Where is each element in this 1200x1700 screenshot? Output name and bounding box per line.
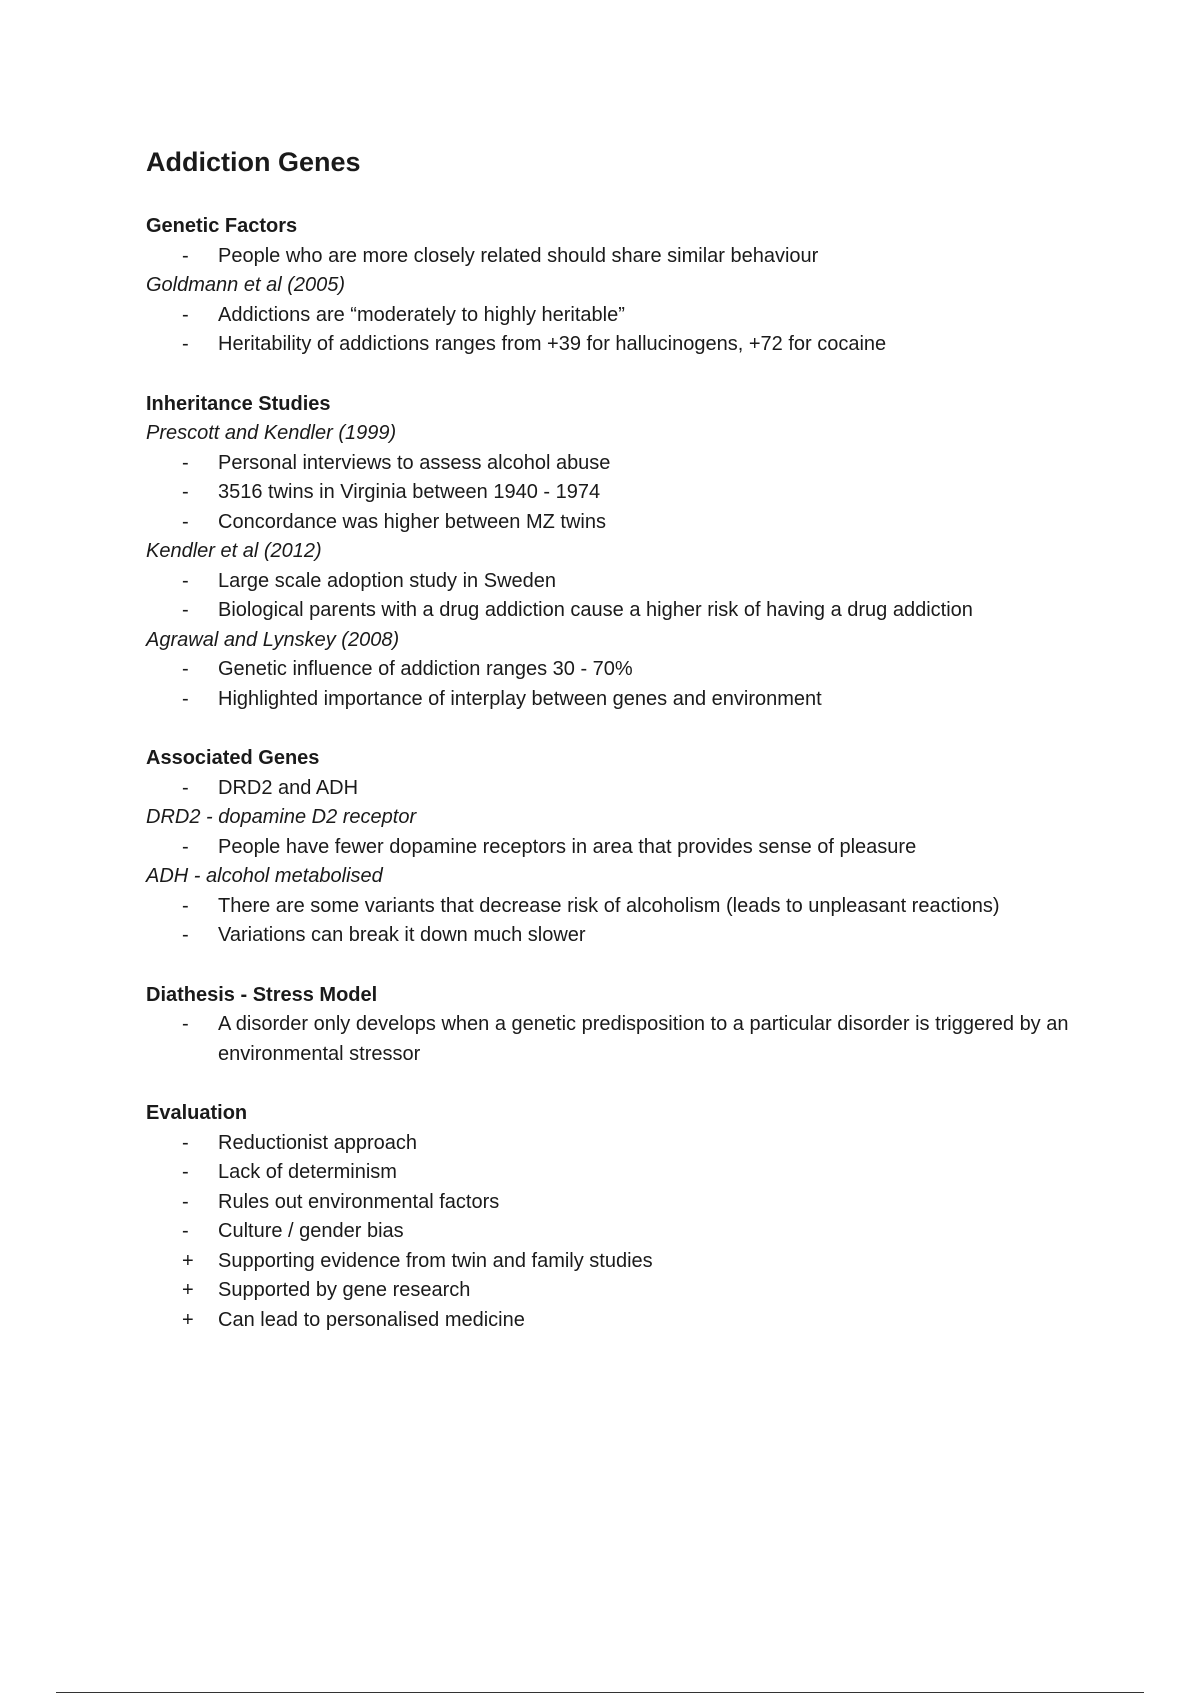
list-item-text: Addictions are “moderately to highly heritable” bbox=[218, 303, 625, 326]
list-item-text: People who are more closely related should share similar behaviour bbox=[218, 244, 819, 267]
study-citation: ADH - alcohol metabolised bbox=[146, 865, 383, 887]
list-item-text: Reductionist approach bbox=[218, 1131, 418, 1154]
list-item bbox=[146, 1306, 1106, 1336]
section-heading: Associated Genes bbox=[146, 747, 320, 769]
section-heading: Genetic Factors bbox=[146, 215, 298, 237]
document-title: Addiction Genes bbox=[146, 147, 361, 177]
section-heading: Inheritance Studies bbox=[146, 392, 331, 415]
footer-divider bbox=[56, 1692, 1144, 1693]
list-item-text: Can lead to personalised medicine bbox=[218, 1308, 525, 1331]
list-item bbox=[146, 833, 1106, 863]
list-item-text: Lack of determinism bbox=[218, 1161, 397, 1183]
list-item bbox=[146, 1129, 1106, 1159]
document-body bbox=[146, 212, 1106, 1335]
list-item-text: People have fewer dopamine receptors in area that provides sense of pleasure bbox=[218, 835, 917, 858]
list-item bbox=[146, 892, 1106, 922]
section-heading: Evaluation bbox=[146, 1102, 248, 1124]
list-item bbox=[146, 301, 1106, 331]
study-citation: Goldmann et al (2005) bbox=[146, 274, 346, 296]
section bbox=[146, 390, 1106, 715]
list-item bbox=[146, 478, 1106, 508]
list-item-text: Variations can break it down much slower bbox=[218, 924, 586, 946]
study-citation: Prescott and Kendler (1999) bbox=[146, 422, 397, 444]
list-item bbox=[146, 1276, 1106, 1306]
dash-bullet-icon: - bbox=[182, 510, 189, 533]
study-citation: Agrawal and Lynskey (2008) bbox=[146, 628, 400, 651]
list-item-text: Culture / gender bias bbox=[218, 1220, 404, 1242]
dash-bullet-icon: - bbox=[182, 1013, 189, 1035]
dash-bullet-icon: - bbox=[182, 835, 189, 858]
section-heading: Diathesis - Stress Model bbox=[146, 983, 378, 1006]
list-item-text: Biological parents with a drug addiction cause a higher risk of having a drug addiction bbox=[218, 599, 973, 621]
list-item-text: A disorder only develops when a genetic predisposition to a particular disorder is triggered by an environmental stressor bbox=[218, 1013, 1069, 1065]
list-item-text: There are some variants that decrease risk of alcoholism (leads to unpleasant reactions) bbox=[218, 894, 1000, 917]
dash-bullet-icon: - bbox=[182, 1220, 189, 1242]
list-item-text: DRD2 and ADH bbox=[218, 776, 359, 799]
dash-bullet-icon: - bbox=[182, 1131, 189, 1154]
list-item bbox=[146, 921, 1106, 951]
plus-bullet-icon: + bbox=[182, 1308, 194, 1331]
dash-bullet-icon: - bbox=[182, 1161, 189, 1183]
list-item bbox=[146, 508, 1106, 538]
dash-bullet-icon: - bbox=[182, 687, 189, 710]
section bbox=[146, 981, 1106, 1070]
list-item bbox=[146, 449, 1106, 479]
list-item bbox=[146, 1217, 1106, 1247]
document-page bbox=[146, 142, 1106, 1335]
dash-bullet-icon: - bbox=[182, 599, 189, 621]
list-item bbox=[146, 1158, 1106, 1188]
list-item bbox=[146, 774, 1106, 804]
list-item-text: Personal interviews to assess alcohol abuse bbox=[218, 451, 611, 474]
list-item-text: Genetic influence of addiction ranges 30 - 70% bbox=[218, 658, 633, 680]
dash-bullet-icon: - bbox=[182, 1190, 189, 1213]
list-item bbox=[146, 655, 1106, 685]
list-item-text: Highlighted importance of interplay between genes and environment bbox=[218, 687, 822, 710]
list-item-text: 3516 twins in Virginia between 1940 - 1974 bbox=[218, 481, 601, 503]
dash-bullet-icon: - bbox=[182, 244, 189, 267]
list-item bbox=[146, 685, 1106, 715]
list-item bbox=[146, 567, 1106, 597]
list-item bbox=[146, 330, 1106, 360]
list-item-text: Rules out environmental factors bbox=[218, 1190, 500, 1213]
list-item bbox=[146, 242, 1106, 272]
dash-bullet-icon: - bbox=[182, 303, 189, 326]
section bbox=[146, 744, 1106, 951]
study-citation: Kendler et al (2012) bbox=[146, 540, 322, 562]
list-item bbox=[146, 1188, 1106, 1218]
list-item-text: Supporting evidence from twin and family studies bbox=[218, 1249, 653, 1272]
list-item bbox=[146, 1010, 1106, 1069]
dash-bullet-icon: - bbox=[182, 481, 189, 503]
plus-bullet-icon: + bbox=[182, 1249, 194, 1272]
dash-bullet-icon: - bbox=[182, 658, 189, 680]
dash-bullet-icon: - bbox=[182, 569, 189, 592]
section bbox=[146, 212, 1106, 360]
list-item-text: Large scale adoption study in Sweden bbox=[218, 569, 557, 592]
study-citation: DRD2 - dopamine D2 receptor bbox=[146, 806, 417, 828]
plus-bullet-icon: + bbox=[182, 1279, 194, 1301]
section bbox=[146, 1099, 1106, 1335]
list-item-text: Heritability of addictions ranges from +39 for hallucinogens, +72 for cocaine bbox=[218, 333, 887, 355]
dash-bullet-icon: - bbox=[182, 333, 189, 355]
list-item-text: Supported by gene research bbox=[218, 1279, 471, 1301]
dash-bullet-icon: - bbox=[182, 451, 189, 474]
list-item-text: Concordance was higher between MZ twins bbox=[218, 510, 606, 533]
list-item bbox=[146, 1247, 1106, 1277]
dash-bullet-icon: - bbox=[182, 894, 189, 917]
dash-bullet-icon: - bbox=[182, 776, 189, 799]
dash-bullet-icon: - bbox=[182, 924, 189, 946]
list-item bbox=[146, 596, 1106, 626]
